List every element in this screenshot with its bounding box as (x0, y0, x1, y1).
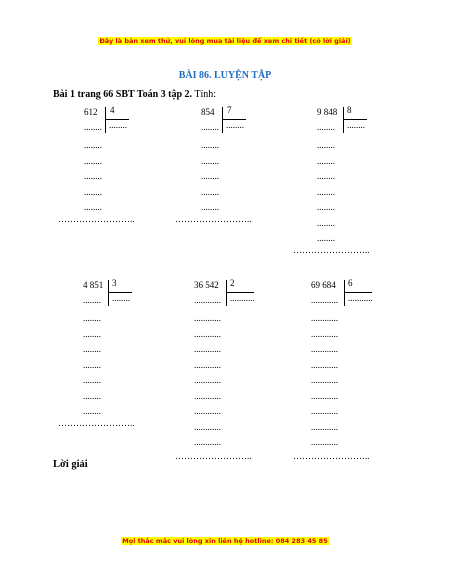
work-line: ........ (201, 155, 219, 166)
exercise-label: Bài 1 trang 66 SBT Toán 3 tập 2. (53, 89, 193, 100)
quotient-dots: ........ (109, 120, 127, 130)
divisor: 6 (348, 278, 353, 288)
lesson-title: BÀI 86. LUYỆN TẬP (178, 70, 272, 81)
result-line: …………………….. (58, 214, 135, 224)
work-line: ............ (311, 390, 338, 401)
quotient-dots: ........ (226, 120, 244, 130)
work-line: ........ (84, 171, 102, 181)
dividend-dots: ........ (83, 295, 101, 305)
work-line: ............ (311, 344, 338, 354)
result-line: …………………….. (175, 451, 252, 461)
work-line: ........ (317, 155, 335, 166)
dividend-dots: ............ (311, 295, 338, 305)
work-line: ............ (311, 406, 338, 416)
preview-notice-text: Đây là bản xem thử, vui lòng mua tài liệu để xem chi tiết (có lời giải) (99, 37, 351, 45)
divisor: 8 (347, 105, 352, 115)
solution-label: Lời giải (53, 459, 88, 470)
work-line: ............ (194, 359, 221, 370)
work-line: ............ (194, 421, 221, 432)
work-line: ............ (194, 313, 221, 323)
work-line: ............ (311, 421, 338, 432)
result-line: …………………….. (175, 214, 252, 224)
result-line: …………………….. (293, 451, 370, 461)
divisor: 4 (110, 105, 115, 115)
division-vertical-line (343, 107, 344, 133)
dividend: 612 (84, 107, 98, 117)
work-line: ............ (194, 437, 221, 447)
work-line: ............ (311, 359, 338, 370)
exercise-instruction: Tính: (194, 89, 217, 100)
work-line: ........ (84, 140, 102, 150)
work-line: ........ (201, 202, 219, 212)
divisor: 3 (112, 278, 117, 288)
work-line: ............ (194, 406, 221, 416)
dividend-dots: ........ (317, 122, 335, 132)
work-line: ........ (83, 359, 101, 370)
hotline-text: Mọi thắc mắc vui lòng xin liên hệ hotline: 084 283 45 85 (122, 537, 328, 545)
dividend: 854 (201, 107, 215, 117)
exercise-heading (53, 89, 216, 100)
work-line: ............ (194, 390, 221, 401)
work-line: ........ (83, 390, 101, 401)
preview-notice-banner (0, 37, 450, 45)
result-line: …………………….. (58, 418, 135, 428)
work-line: ........ (84, 202, 102, 212)
result-line: …………………….. (293, 245, 370, 255)
division-vertical-line (226, 280, 227, 306)
work-line: ............ (194, 375, 221, 385)
hotline-banner (0, 537, 450, 545)
work-line: ........ (84, 155, 102, 166)
work-line: ............ (194, 328, 221, 339)
work-line: ........ (201, 140, 219, 150)
dividend: 4 851 (83, 280, 104, 290)
quotient-dots: ........ (112, 293, 130, 303)
work-line: ........ (317, 140, 335, 150)
dividend: 9 848 (317, 107, 338, 117)
dividend-dots: ........ (84, 122, 102, 132)
divisor: 2 (230, 278, 235, 288)
work-line: ............ (311, 328, 338, 339)
dividend-dots: ........ (201, 122, 219, 132)
work-line: ........ (83, 344, 101, 354)
work-line: ........ (201, 186, 219, 197)
division-vertical-line (222, 107, 223, 133)
work-line: ............ (194, 344, 221, 354)
division-vertical-line (105, 107, 106, 133)
work-line: ........ (84, 186, 102, 197)
work-line: ........ (317, 186, 335, 197)
work-line: ........ (201, 171, 219, 181)
divisor: 7 (227, 105, 232, 115)
work-line: ........ (83, 375, 101, 385)
division-vertical-line (108, 280, 109, 306)
work-line: ........ (317, 171, 335, 181)
dividend: 69 684 (311, 280, 336, 290)
dividend-dots: ............ (194, 295, 221, 305)
dividend: 36 542 (194, 280, 219, 290)
work-line: ........ (317, 202, 335, 212)
quotient-dots: ........... (348, 293, 373, 303)
work-line: ........ (83, 328, 101, 339)
quotient-dots: ........ (347, 120, 365, 130)
work-line: ........ (83, 406, 101, 416)
work-line: ........ (317, 233, 335, 243)
work-line: ............ (311, 375, 338, 385)
quotient-dots: ........... (230, 293, 255, 303)
work-line: ........ (317, 217, 335, 228)
work-line: ........ (83, 313, 101, 323)
division-vertical-line (344, 280, 345, 306)
work-line: ............ (311, 437, 338, 447)
work-line: ............ (311, 313, 338, 323)
